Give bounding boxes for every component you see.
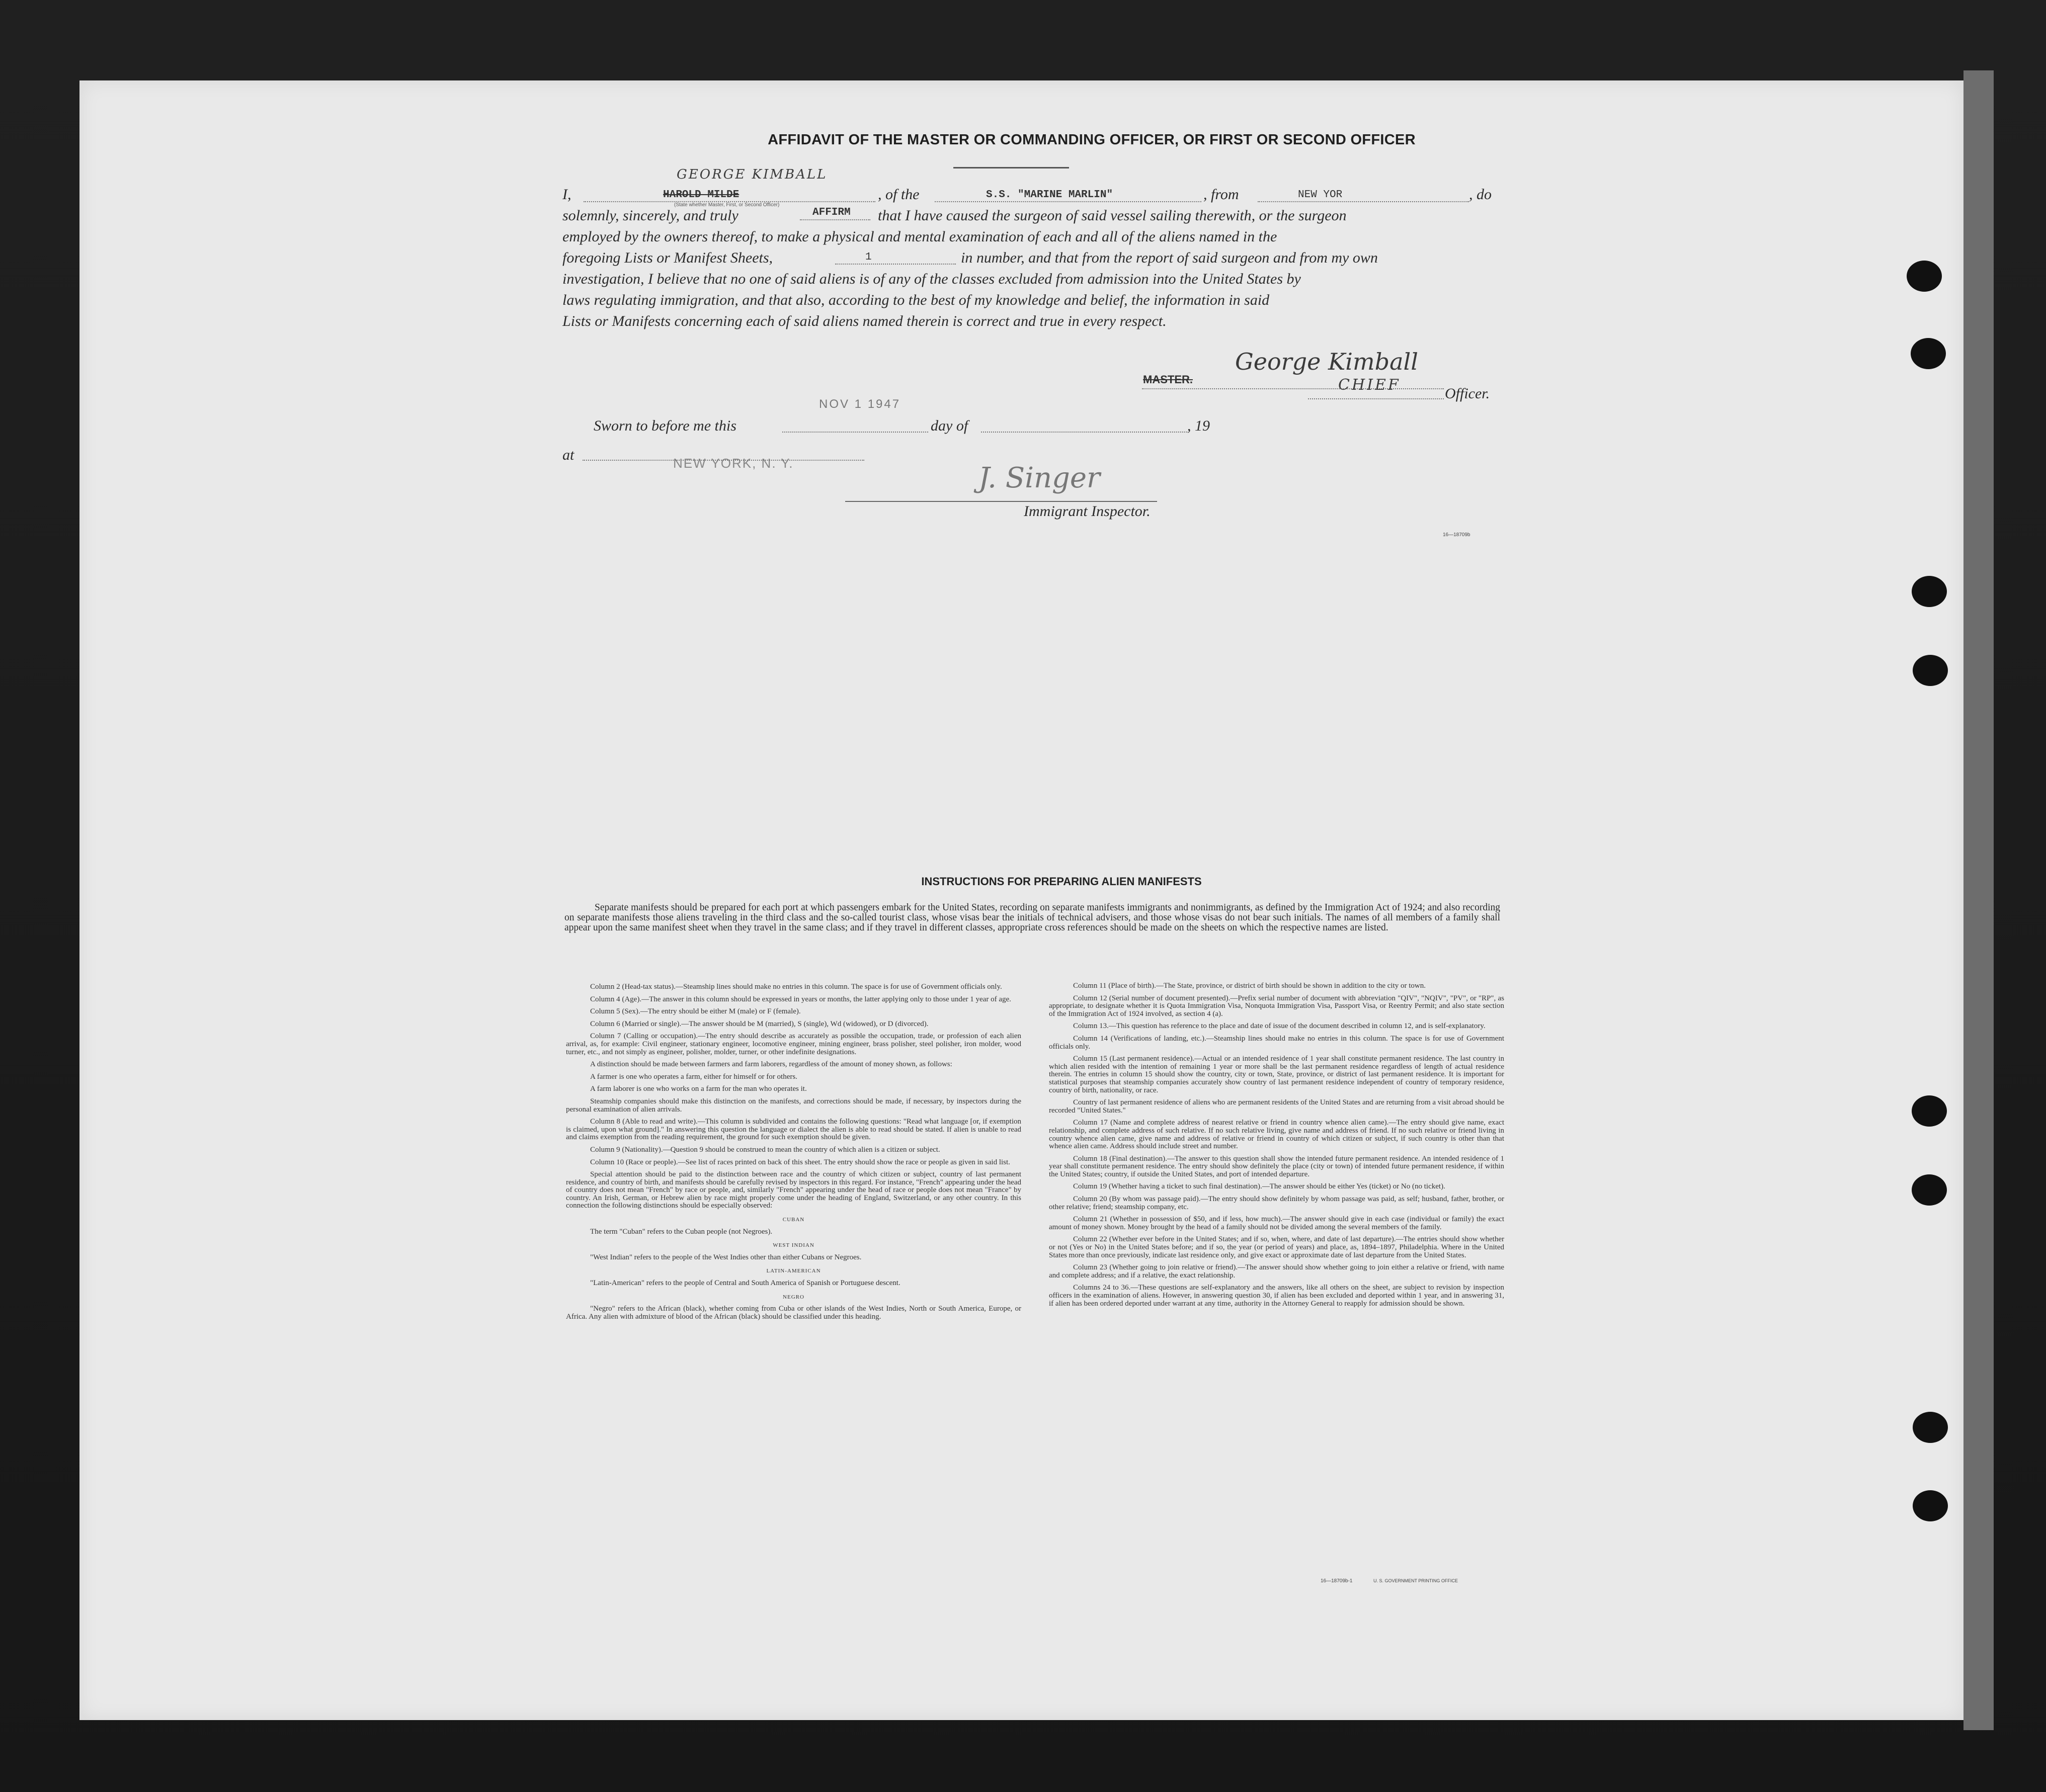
of-the-label: , of the	[878, 186, 920, 203]
from-label: , from	[1203, 186, 1239, 203]
inspector-label: Immigrant Inspector.	[1024, 503, 1151, 520]
race-heading: LATIN-AMERICAN	[766, 1268, 821, 1274]
right-paragraph: Column 23 (Whether going to join relative or friend).—The answer should show whether going to join either a relative or friend, with name and complete address; and if a relative, the exact relationship.	[1049, 1263, 1504, 1279]
right-paragraph: Column 14 (Verifications of landing, etc.).—Steamship lines should make no entries in this column. The space is for use of Government officials only.	[1049, 1034, 1504, 1051]
left-paragraph: Steamship companies should make this distinction on the manifests, and corrections should be made, if necessary, by inspectors during the personal examination of alien arrivals.	[566, 1097, 1021, 1114]
right-paragraph: Column 18 (Final destination).—The answer to this question shall show the intended future permanent residence. An intended residence of 1 year shall constitute permanent residence. The entry should show definitely the place (city or town) of intended future permanent residence, if within the United States; country, if outside the United States, and port of intended departure.	[1049, 1154, 1504, 1178]
form-code: 16—18709b	[1443, 532, 1470, 538]
chief-handwritten: CHIEF	[1338, 376, 1401, 394]
race-heading: CUBAN	[782, 1217, 805, 1223]
affirm-field: AFFIRM	[812, 207, 851, 218]
left-paragraph: Column 5 (Sex).—The entry should be either M (male) or F (female).	[590, 1007, 801, 1016]
left-paragraph: Column 8 (Able to read and write).—This column is subdivided and contains the following questions: "Read what language [or, if exemption is claimed, upon what ground]." In answering this question the language or dialect the alien is able to read should be stated. If alien is unable to read and claims exemption from the reading requirement, the ground for such exemption should be given.	[566, 1118, 1021, 1142]
ship-name: S.S. "MARINE MARLIN"	[986, 189, 1113, 201]
location-stamp: NEW YORK, N. Y.	[673, 456, 794, 471]
day-of-label: day of	[931, 417, 968, 434]
left-paragraph: A distinction should be made between farmers and farm laborers, regardless of the amount of money shown, as follows:	[590, 1060, 952, 1069]
right-paragraph: Column 15 (Last permanent residence).—Actual or an intended residence of 1 year shall constitute permanent residence. The last country in which alien resided with the intention of remaining 1 year or more shall be the last permanent residence regardless of length of actual residence therein. The entries in column 15 should show the country, city or town, State, province, or district of last permanent residence. It is important for statistical purposes that steamship companies accurately show country of last permanent residence independent of country of temporary residence, country of birth, nationality, or race.	[1049, 1055, 1504, 1094]
punch-hole	[1911, 338, 1946, 369]
affidavit-line-2b: that I have caused the surgeon of said vessel sailing therewith, or the surgeon	[878, 207, 1347, 224]
sheets-count: 1	[865, 251, 872, 263]
do-label: , do	[1469, 186, 1492, 203]
master-struck: MASTER.	[1143, 373, 1193, 386]
instructions-right-column	[1049, 982, 1504, 1312]
signature-line-2	[1308, 397, 1444, 399]
left-paragraph: Column 10 (Race or people).—See list of races printed on back of this sheet. The entry should show the race or people as given in said list.	[590, 1158, 1010, 1166]
affidavit-line-5: investigation, I believe that no one of said aliens is of any of the classes excluded from admission into the United States by	[562, 271, 1301, 287]
affidavit-line-3: employed by the owners thereof, to make a physical and mental examination of each and all of the aliens named in the	[562, 228, 1277, 245]
right-paragraph: Column 22 (Whether ever before in the United States; and if so, when, where, and date of last departure).—The entries should show whether or not (Yes or No) in the United States before; and if so, the year (or period of years) and place, as, 1894–1897, Philadelphia. Where in the United States more than once previously, indicate last residence only, and give exact or approximate date of last departure from the United States.	[1049, 1235, 1504, 1259]
punch-hole	[1907, 261, 1942, 292]
i-label: I,	[562, 186, 571, 203]
affidavit-line-2a: solemnly, sincerely, and truly	[562, 207, 739, 224]
sworn-date-line	[782, 431, 928, 433]
affirm-dotted-line	[800, 218, 870, 220]
left-paragraph: A farm laborer is one who works on a farm for the man who operates it.	[590, 1085, 807, 1093]
footer-form-code: 16—18709b-1	[1321, 1578, 1353, 1584]
at-label: at	[562, 447, 575, 463]
sworn-label: Sworn to before me this	[594, 417, 736, 434]
affidavit-line-6: laws regulating immigration, and that also, according to the best of my knowledge and belief, the information in said	[562, 292, 1270, 308]
right-paragraph: Column 17 (Name and complete address of nearest relative or friend in country whence alien came).—The entry should give name, exact relationship, and complete address of such relative. If no such relative living, give name and address of friend. If no such relative or friend living in country whence alien came, give name and address of relative or friend in country of which citizen or subject, if such country is other than that whence alien came. Address should include street and number.	[1049, 1119, 1504, 1151]
location-line	[583, 459, 864, 461]
punch-hole	[1913, 1490, 1948, 1521]
race-definition: "Negro" refers to the African (black), whether coming from Cuba or other islands of the West Indies, North or South America, Europe, or Africa. Any alien with admixture of blood of the African (black) should be classified under this heading.	[566, 1305, 1021, 1321]
race-definition: "West Indian" refers to the people of the West Indies other than either Cubans or Negroes.	[590, 1253, 862, 1261]
right-paragraph: Column 20 (By whom was passage paid).—The entry should show definitely by whom passage was paid, as self; husband, father, brother, or other relative; friend; steamship company, etc.	[1049, 1195, 1504, 1211]
punch-hole	[1913, 655, 1948, 686]
left-paragraph: Column 9 (Nationality).—Question 9 should be construed to mean the country of which alien is a citizen or subject.	[590, 1145, 940, 1154]
right-paragraph: Country of last permanent residence of aliens who are permanent residents of the United States and are returning from a visit abroad should be recorded "United States."	[1049, 1098, 1504, 1115]
inspector-signature: J. Singer	[978, 462, 1100, 494]
rank-note: (State whether Master, First, or Second Officer)	[674, 202, 780, 208]
sworn-date-stamp: NOV 1 1947	[819, 397, 901, 411]
affidavit-line-4b: in number, and that from the report of said surgeon and from my own	[961, 249, 1378, 266]
affidavit-title: AFFIDAVIT OF THE MASTER OR COMMANDING OFFICER, OR FIRST OR SECOND OFFICER	[768, 132, 1416, 148]
right-paragraph: Column 21 (Whether in possession of $50, and if less, how much).—The answer should give in each case (individual or family) the exact amount of money shown. Money brought by the head of a family should not be divided among the several members of the family.	[1049, 1215, 1504, 1231]
punch-hole	[1912, 1095, 1947, 1127]
left-paragraph: Column 6 (Married or single).—The answer should be M (married), S (single), Wd (widowed), or D (divorced).	[590, 1019, 929, 1028]
affidavit-line-7: Lists or Manifests concerning each of said aliens named therein is correct and true in every respect.	[562, 313, 1167, 329]
left-paragraph: Column 7 (Calling or occupation).—The entry should describe as accurately as possible the occupation, trade, or profession of each alien arrival, as, for example: Civil engineer, stationary engineer, locomotive engineer, mining engineer, brass polisher, steel polisher, iron molder, wood turner, etc., and not simply as engineer, polisher, molder, turner, or other indefinite designations.	[566, 1032, 1021, 1056]
sheets-dotted-line	[835, 263, 956, 265]
instructions-intro: Separate manifests should be prepared for each port at which passengers embark for the United States, recording on separate manifests immigrants and nonimmigrants, as defined by the Immigration Act of 1924; and also recording on separate manifests those aliens traveling in the third class and the so-called tourist class, whose visas bear the initials of technical advisers, and those whose visas do not bear such initials. The names of all members of a family shall appear upon the same manifest sheet when they travel in the same class; and if they travel in different classes, appropriate cross references should be made on the sheets on which the respective names are listed.	[564, 902, 1500, 933]
footer-printing-office: U. S. GOVERNMENT PRINTING OFFICE	[1373, 1578, 1458, 1583]
punch-hole	[1912, 576, 1947, 607]
officer-name-struck: HAROLD MILDE	[663, 189, 740, 201]
race-heading: WEST INDIAN	[773, 1242, 814, 1249]
left-paragraph: Column 2 (Head-tax status).—Steamship lines should make no entries in this column. The space is for use of Government officials only.	[590, 983, 1002, 991]
right-paragraph: Column 11 (Place of birth).—The State, province, or district of birth should be shown in addition to the city or town.	[1073, 982, 1426, 990]
film-edge-strip	[1963, 70, 1994, 1730]
right-paragraph: Column 13.—This question has reference to the place and date of issue of the document described in column 12, and is self-explanatory.	[1073, 1022, 1486, 1031]
officer-label: Officer.	[1445, 385, 1490, 402]
left-paragraph: Column 4 (Age).—The answer in this column should be expressed in years or months, the latter applying only to those under 1 year of age.	[590, 995, 1011, 1003]
race-definition: The term "Cuban" refers to the Cuban people (not Negroes).	[590, 1227, 773, 1236]
year-label: , 19	[1187, 417, 1210, 434]
right-paragraph: Column 19 (Whether having a ticket to such final destination).—The answer should be either Yes (ticket) or No (no ticket).	[1073, 1182, 1445, 1191]
from-port: NEW YOR	[1298, 189, 1343, 201]
title-rule	[953, 167, 1069, 168]
officer-name-handwritten: GEORGE KIMBALL	[677, 167, 828, 182]
punch-hole	[1912, 1174, 1947, 1206]
inspector-line	[845, 501, 1157, 502]
race-definition: "Latin-American" refers to the people of Central and South America of Spanish or Portuguese descent.	[590, 1279, 901, 1288]
instructions-title: INSTRUCTIONS FOR PREPARING ALIEN MANIFESTS	[921, 875, 1202, 888]
affidavit-line-4a: foregoing Lists or Manifest Sheets,	[562, 249, 773, 266]
instructions-left-column	[566, 983, 1021, 1325]
officer-signature: George Kimball	[1235, 348, 1418, 375]
race-heading: NEGRO	[783, 1294, 804, 1300]
left-paragraph: Special attention should be paid to the distinction between race and the country of which citizen or subject, country of last permanent residence, and country of birth, and manifests should be carefully revised by inspectors in this regard. For instance, "French" appearing under the head of country does not mean "French" by race or people, and, similarly "French" appearing under the head of race or people does not mean "France" by country. An Irish, German, or Hebrew alien by race might properly come under the heading of England, Switzerland, or any other country. In this connection the following distinctions should be especially observed:	[566, 1170, 1021, 1210]
right-paragraph: Column 12 (Serial number of document presented).—Prefix serial number of document with abbreviation "QIV", "NQIV", "PV", or "RP", as appropriate, to designate whether it is Quota Immigration Visa, Nonquota Immigration Visa, Passport Visa, or Reentry Permit; and also state section of the Immigration Act of 1924 involved, as section 4 (a).	[1049, 994, 1504, 1018]
ship-dotted-line	[935, 200, 1201, 202]
port-dotted-line	[1258, 200, 1469, 202]
month-line	[981, 431, 1187, 433]
left-paragraph: A farmer is one who operates a farm, either for himself or for others.	[590, 1072, 797, 1081]
right-paragraph: Columns 24 to 36.—These questions are self-explanatory and the answers, like all others on the sheet, are subject to revision by inspection officers in the examination of aliens. However, in answering question 30, if alien has been excluded and deported within 1 year, and in answering 31, if alien has been ordered deported under warrant at any time, authority in the Attorney General to reapply for admission should be shown.	[1049, 1284, 1504, 1308]
punch-hole	[1913, 1412, 1948, 1443]
